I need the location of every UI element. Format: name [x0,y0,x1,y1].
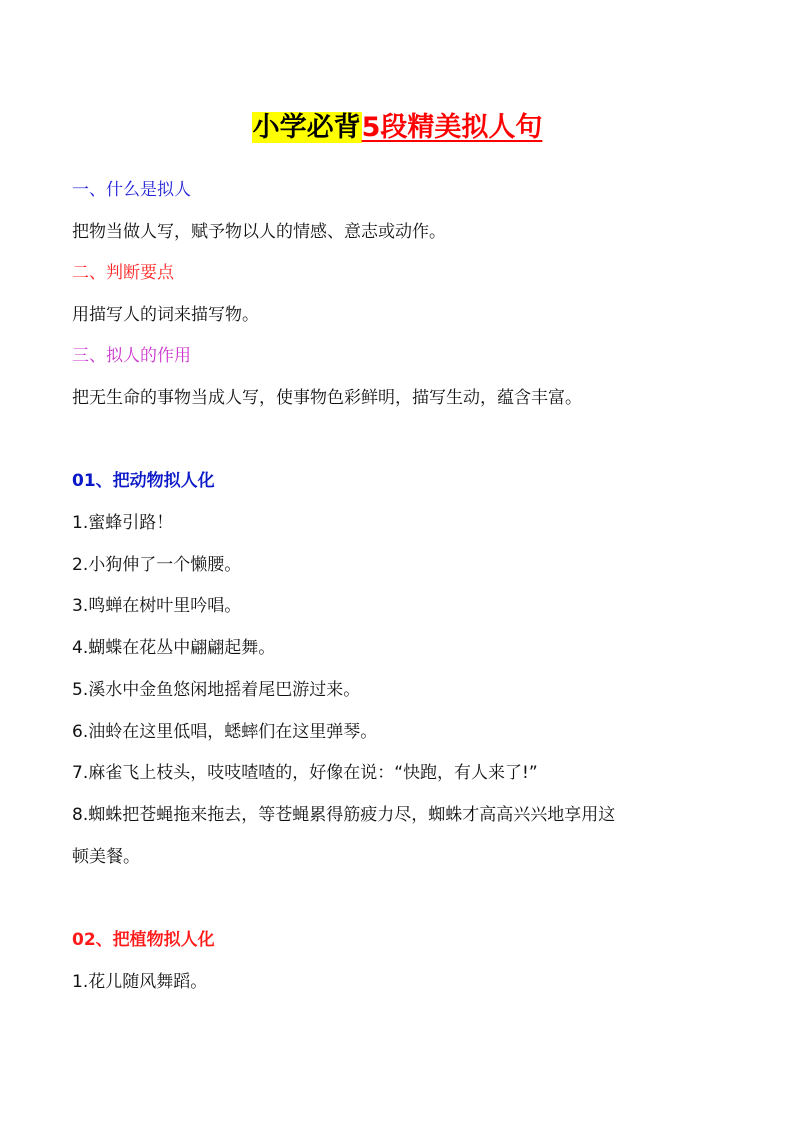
list-item: 8.蜘蛛把苍蝇拖来拖去，等苍蝇累得筋疲力尽，蜘蛛才高高兴兴地享用这 [72,805,616,825]
intro-heading-purpose: 三、拟人的作用 [72,346,191,366]
section-heading-animals: 01、把动物拟人化 [72,471,215,491]
section-heading-plants: 02、把植物拟人化 [72,930,215,950]
intro-text-definition: 把物当做人写，赋予物以人的情感、意志或动作。 [72,222,446,242]
list-item: 1.花儿随风舞蹈。 [72,972,208,992]
title-red-part: 5段精美拟人句 [361,112,543,143]
intro-text-judgement: 用描写人的词来描写物。 [72,305,259,325]
list-item: 6.油蛉在这里低唱，蟋蟀们在这里弹琴。 [72,722,378,742]
intro-heading-definition: 一、什么是拟人 [72,180,191,200]
list-item: 7.麻雀飞上枝头，吱吱喳喳的，好像在说：“快跑，有人来了!” [72,763,538,783]
list-item: 4.蝴蝶在花丛中翩翩起舞。 [72,638,276,658]
title-highlighted-part: 小学必背 [252,112,361,143]
intro-heading-judgement: 二、判断要点 [72,263,174,283]
list-item-continuation: 顿美餐。 [72,847,140,867]
list-item: 5.溪水中金鱼悠闲地摇着尾巴游过来。 [72,680,361,700]
intro-text-purpose: 把无生命的事物当成人写，使事物色彩鲜明，描写生动，蕴含丰富。 [72,388,582,408]
page-title [0,102,794,154]
list-item: 1.蜜蜂引路！ [72,513,174,533]
list-item: 2.小狗伸了一个懒腰。 [72,555,242,575]
list-item: 3.鸣蝉在树叶里吟唱。 [72,596,242,616]
